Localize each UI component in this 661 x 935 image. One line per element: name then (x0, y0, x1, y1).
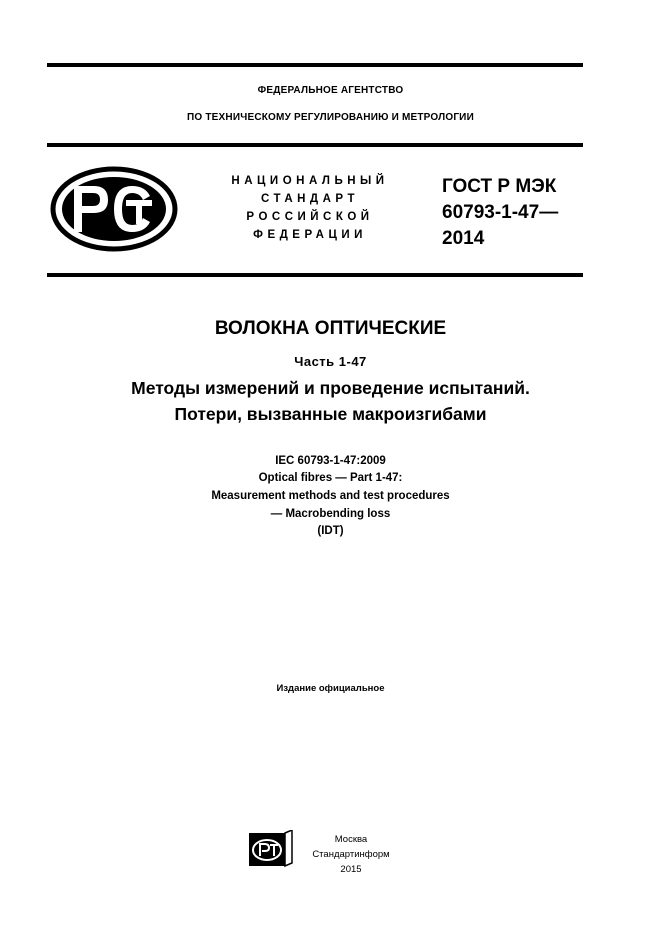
agency-line-1: ФЕДЕРАЛЬНОЕ АГЕНТСТВО (257, 85, 404, 96)
designation-line-1: ГОСТ Р МЭК (442, 176, 557, 197)
top-rule (47, 63, 583, 67)
national-line-2: СТАНДАРТ (261, 193, 359, 205)
gost-r-logo (50, 166, 178, 252)
designation-line-2: 60793-1-47— (442, 202, 559, 223)
agency-line-2: ПО ТЕХНИЧЕСКОМУ РЕГУЛИРОВАНИЮ И МЕТРОЛОГИИ (187, 112, 474, 123)
national-line-3: РОССИЙСКОЙ (246, 211, 374, 223)
designation-line-3: 2014 (442, 228, 485, 249)
iec-line-2: Optical fibres — Part 1-47: (258, 472, 403, 484)
block-rule (47, 273, 583, 277)
edition-label: Издание официальное (276, 683, 385, 694)
subtitle-line-1: Методы измерений и проведение испытаний. (131, 378, 530, 398)
publisher-name: Стандартинформ (312, 849, 390, 860)
iec-line-3: Measurement methods and test procedures (211, 490, 450, 502)
main-title: ВОЛОКНА ОПТИЧЕСКИЕ (214, 318, 447, 339)
header-rule (47, 143, 583, 147)
iec-line-5: (IDT) (317, 525, 344, 537)
iec-line-4: — Macrobending loss (270, 508, 391, 520)
publisher-city: Москва (334, 834, 368, 845)
national-line-1: НАЦИОНАЛЬНЫЙ (231, 175, 389, 187)
standartinform-logo (248, 830, 294, 868)
iec-line-1: IEC 60793-1-47:2009 (275, 455, 386, 467)
part-label: Часть 1-47 (294, 354, 367, 369)
national-line-4: ФЕДЕРАЦИИ (253, 229, 367, 241)
publisher-year: 2015 (340, 864, 362, 875)
subtitle-line-2: Потери, вызванные макроизгибами (174, 404, 487, 424)
